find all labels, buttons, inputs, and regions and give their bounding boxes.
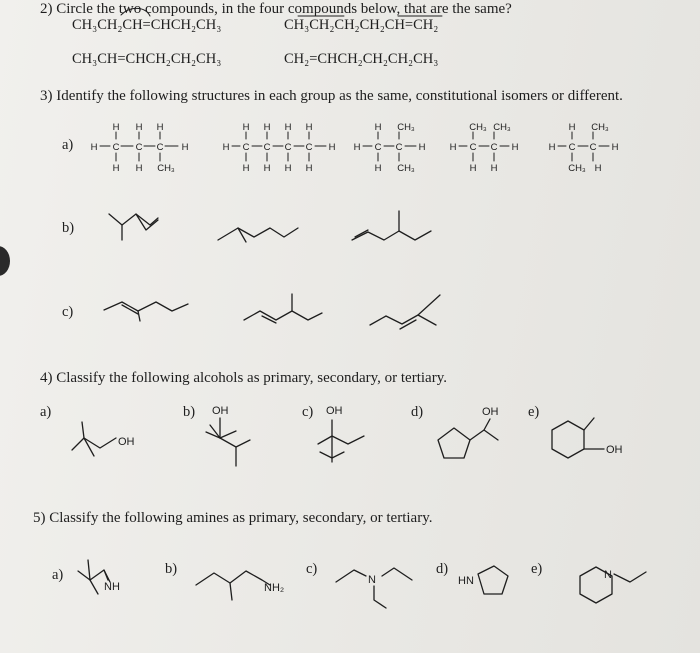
q3a-s2-c4: C (305, 142, 313, 153)
q2-circle-mark (121, 8, 150, 16)
q3a-s4-c1: C (469, 142, 477, 153)
q3a-s3-h-right: H (418, 142, 426, 153)
q4-label-c: c) (302, 404, 314, 420)
q3a-s1-c2: C (135, 142, 143, 153)
q3a-s2-h-bot-1: H (242, 163, 250, 174)
q3a-s1-h-top-1: H (112, 122, 120, 133)
q3a-s3-h-top: H (374, 122, 382, 133)
q5-label-e: e) (531, 561, 543, 577)
q3a-s4-c2: C (490, 142, 498, 153)
q3a-s2-h-top-2: H (263, 122, 271, 133)
q3a-s5-h-left: H (548, 142, 556, 153)
q4-prompt: 4) Classify the following alcohols as primary, secondary, or tertiary. (40, 370, 447, 386)
q3a-s1-h-right: H (181, 142, 189, 153)
q4-label-e: e) (528, 404, 540, 420)
q5a-nh: NH (104, 581, 120, 593)
q3a-s1-c1: C (112, 142, 120, 153)
q3a-s5-h-top: H (568, 122, 576, 133)
q4a-skeletal (72, 422, 116, 456)
q4-label-b: b) (183, 404, 196, 420)
q3a-structure-3-bonds (363, 132, 416, 161)
q3a-s5-c1: C (568, 142, 576, 153)
q3a-s2-h-bot-2: H (263, 163, 271, 174)
q5d-pyrrolidine (478, 566, 508, 594)
q3a-s5-h-bot: H (594, 163, 602, 174)
q3a-s4-h-left: H (449, 142, 457, 153)
q3a-s3-h-left: H (353, 142, 361, 153)
q5-label-d: d) (436, 561, 449, 577)
q3a-s5-ch3-top: CH₃ (591, 122, 609, 133)
q3a-structure-4-bonds (459, 132, 509, 161)
q3a-s5-ch3-bot: CH₃ (568, 163, 586, 174)
q3a-s2-h-top-1: H (242, 122, 250, 133)
q2-formula-4: CH₂=CHCH₂CH₂CH₂CH₃ (284, 51, 439, 67)
q3a-s1-h-top-3: H (156, 122, 164, 133)
q3c-skeletal-2 (244, 294, 322, 323)
q3a-s5-h-right: H (611, 142, 619, 153)
q4c-skeletal (318, 420, 364, 462)
q3a-s3-ch3-bot: CH₃ (397, 163, 415, 174)
q3a-s3-c1: C (374, 142, 382, 153)
q3a-s3-ch3-top: CH₃ (397, 122, 415, 133)
q3a-s1-h-top-2: H (135, 122, 143, 133)
q4d-oh: OH (482, 406, 499, 418)
q3c-skeletal-3 (370, 295, 440, 329)
q3a-s4-h-right: H (511, 142, 519, 153)
q3a-s2-h-bot-4: H (305, 163, 313, 174)
q4e-oh: OH (606, 444, 623, 456)
q5-label-c: c) (306, 561, 318, 577)
q5b-nh2: NH₂ (264, 582, 285, 594)
q4-label-d: d) (411, 404, 424, 420)
q3-label-a: a) (62, 137, 74, 153)
q3a-s2-c3: C (284, 142, 292, 153)
q5e-n: N (604, 569, 612, 581)
q5c-n: N (368, 574, 376, 586)
q4-label-a: a) (40, 404, 52, 420)
q3a-s4-ch3-top-1: CH₃ (469, 122, 487, 133)
q3b-skeletal-1 (109, 214, 158, 240)
q4b-oh: OH (212, 405, 229, 417)
q3-label-c: c) (62, 304, 74, 320)
q4b-skeletal (206, 418, 250, 466)
q3a-s2-h-top-4: H (305, 122, 313, 133)
q3c-skeletal-1 (104, 302, 188, 321)
q3-label-b: b) (62, 220, 75, 236)
q3a-s3-c2: C (395, 142, 403, 153)
q3a-s2-h-right: H (328, 142, 336, 153)
q2-formula-2: CH₃CH₂CH₂CH₂CH=CH₂ (284, 17, 439, 33)
q5-label-b: b) (165, 561, 178, 577)
q4a-oh: OH (118, 436, 135, 448)
q5d-hn: HN (458, 575, 474, 587)
q3a-s2-h-left: H (222, 142, 230, 153)
q3a-s4-h-bot-2: H (490, 163, 498, 174)
q3a-s2-c1: C (242, 142, 250, 153)
q5b-skeletal (196, 571, 270, 600)
q5e-n-propylpiperidine (580, 567, 646, 603)
q3a-s3-h-bot: H (374, 163, 382, 174)
q3b-skeletal-2 (218, 228, 298, 242)
q3a-s2-h-bot-3: H (284, 163, 292, 174)
q3a-s2-h-top-3: H (284, 122, 292, 133)
q3a-s1-ch3: CH₃ (157, 163, 175, 174)
q4c-oh: OH (326, 405, 343, 417)
q3-prompt: 3) Identify the following structures in each group as the same, constitutional isomers or different. (40, 88, 623, 104)
q3a-s2-c2: C (263, 142, 271, 153)
q2-formula-3: CH₃CH=CHCH₂CH₂CH₃ (72, 51, 222, 67)
q3a-structure-5-bonds (558, 132, 609, 161)
q3a-s5-c2: C (589, 142, 597, 153)
q3a-s1-h-left: H (90, 142, 98, 153)
q3a-s1-h-bot-1: H (112, 163, 120, 174)
q5-prompt: 5) Classify the following amines as primary, secondary, or tertiary. (33, 510, 433, 526)
q4e-cyclohexanol (552, 418, 604, 458)
q3a-s4-ch3-top-2: CH₃ (493, 122, 511, 133)
q3a-s1-h-bot-2: H (135, 163, 143, 174)
q4d-cyclopentanol (438, 419, 498, 458)
q3a-s4-h-bot-1: H (469, 163, 477, 174)
q3b-skeletal-3 (352, 211, 431, 240)
q2-prompt: 2) Circle the two compounds, in the four compounds below, that are the same? (40, 1, 512, 17)
q3a-s1-c3: C (156, 142, 164, 153)
q2-formula-1: CH₃CH₂CH=CHCH₂CH₃ (72, 17, 222, 33)
q5-label-a: a) (52, 567, 64, 583)
